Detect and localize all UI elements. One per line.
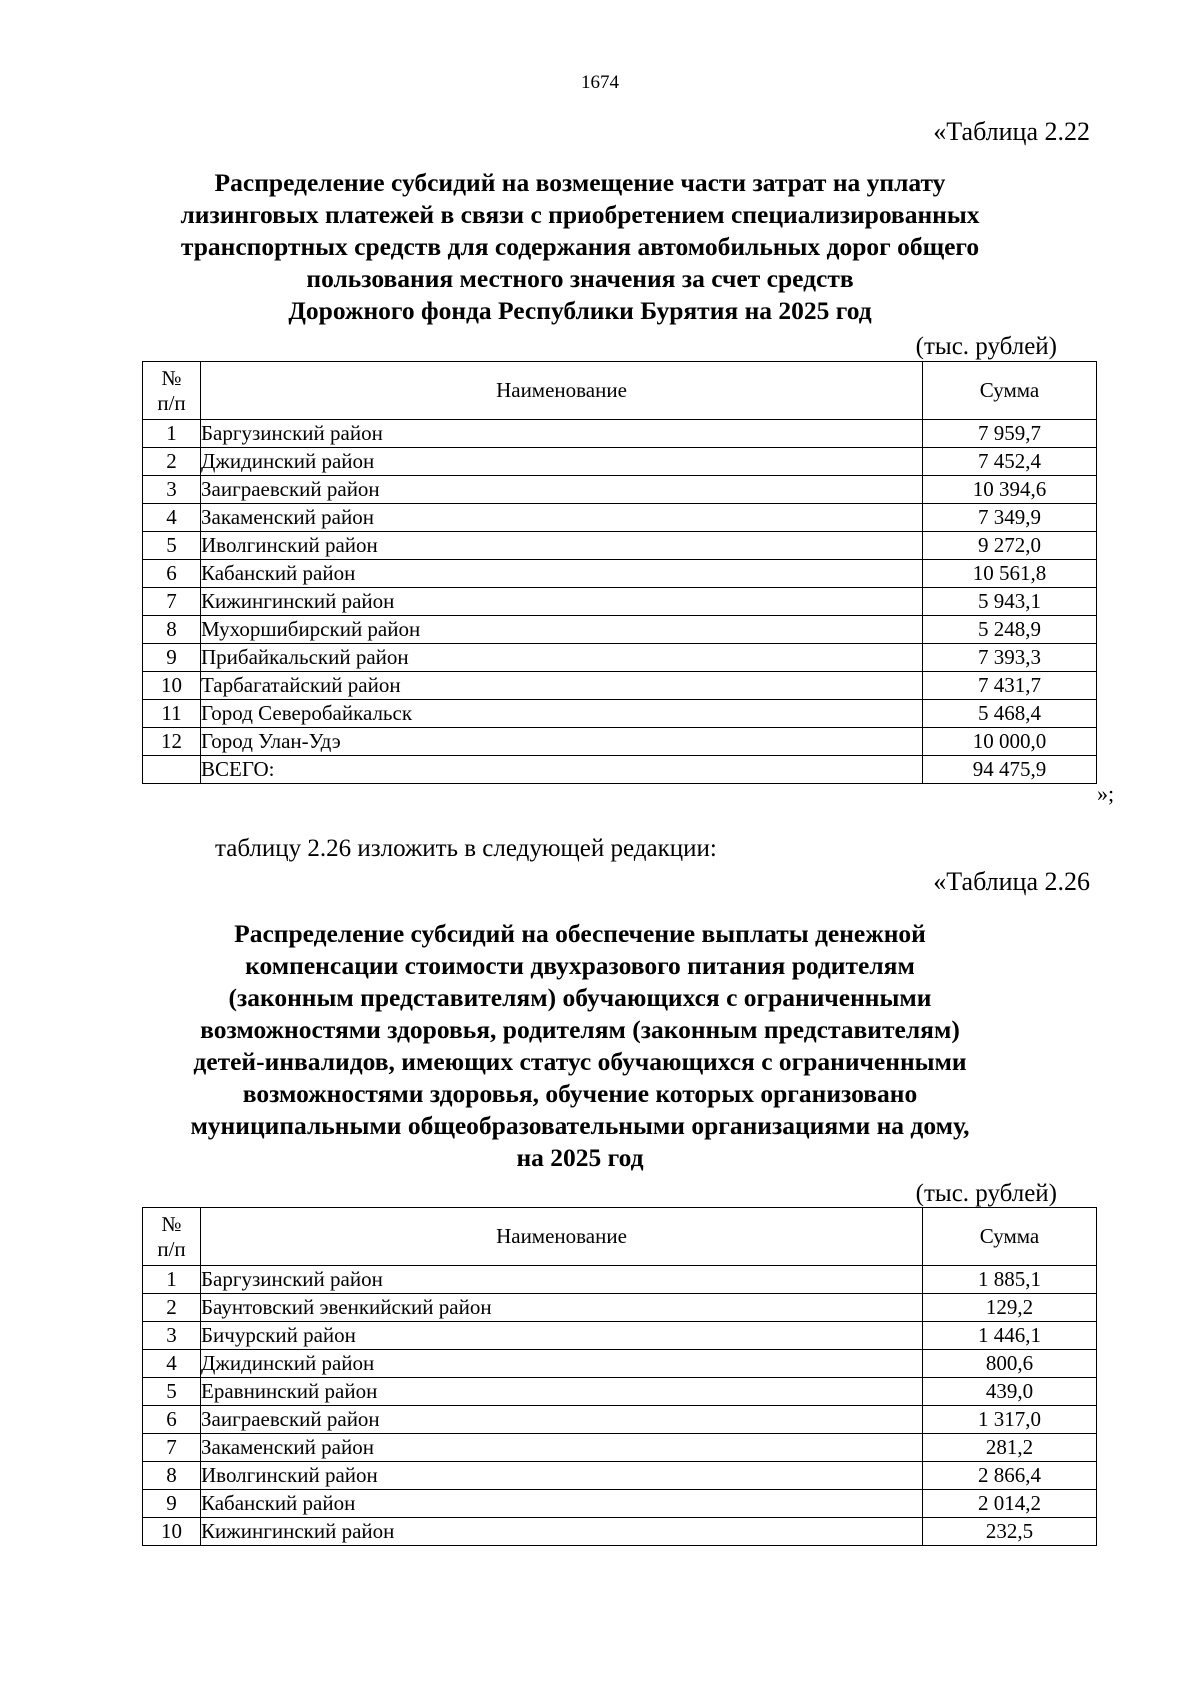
row-number: 8 — [143, 1462, 201, 1490]
title-line: на 2025 год — [516, 1143, 644, 1172]
row-number: 3 — [143, 1322, 201, 1350]
table-row — [143, 448, 1097, 476]
row-number: 5 — [143, 1378, 201, 1406]
row-number: 3 — [143, 476, 201, 504]
table-row — [143, 1266, 1097, 1294]
total-row — [143, 756, 1097, 784]
row-sum: 7 393,3 — [923, 644, 1097, 672]
row-number: 8 — [143, 616, 201, 644]
row-number: 6 — [143, 560, 201, 588]
page-number: 1674 — [581, 72, 619, 93]
row-name: Джидинский район — [201, 448, 923, 476]
table-row — [143, 616, 1097, 644]
row-sum: 281,2 — [923, 1434, 1097, 1462]
row-name: Тарбагатайский район — [201, 672, 923, 700]
row-name: Баргузинский район — [201, 1266, 923, 1294]
row-number: 4 — [143, 1350, 201, 1378]
table-header-row — [143, 362, 1097, 420]
row-sum: 1 317,0 — [923, 1406, 1097, 1434]
row-number: 2 — [143, 1294, 201, 1322]
title-line: Распределение субсидий на возмещение части затрат на уплату — [214, 168, 946, 197]
row-sum: 2 014,2 — [923, 1490, 1097, 1518]
row-sum: 5 248,9 — [923, 616, 1097, 644]
table-2-22-units: (тыс. рублей) — [915, 333, 1057, 360]
row-sum: 10 000,0 — [923, 728, 1097, 756]
table-row — [143, 532, 1097, 560]
title-line: транспортных средств для содержания автомобильных дорог общего — [180, 232, 980, 261]
header-sum: Сумма — [923, 1208, 1097, 1266]
row-sum: 1 446,1 — [923, 1322, 1097, 1350]
row-number: 4 — [143, 504, 201, 532]
row-name: Баунтовский эвенкийский район — [201, 1294, 923, 1322]
table-row — [143, 560, 1097, 588]
row-number: 6 — [143, 1406, 201, 1434]
row-number: 7 — [143, 588, 201, 616]
header-name: Наименование — [201, 362, 923, 420]
row-name: Джидинский район — [201, 1350, 923, 1378]
title-line: возможностями здоровья, обучение которых организовано — [242, 1079, 918, 1108]
table-row — [143, 644, 1097, 672]
row-number: 10 — [143, 1518, 201, 1546]
row-number: 7 — [143, 1434, 201, 1462]
table-row — [143, 672, 1097, 700]
instruction-paragraph: таблицу 2.26 изложить в следующей редакции: — [215, 835, 717, 862]
table-row — [143, 588, 1097, 616]
table-row — [143, 1518, 1097, 1546]
title-line: компенсации стоимости двухразового питания родителям — [245, 951, 915, 980]
row-name: Закаменский район — [201, 1434, 923, 1462]
title-line: пользования местного значения за счет средств — [306, 264, 854, 293]
row-sum: 129,2 — [923, 1294, 1097, 1322]
title-line: лизинговых платежей в связи с приобретением специализированных — [180, 200, 980, 229]
header-sum: Сумма — [923, 362, 1097, 420]
row-number: 12 — [143, 728, 201, 756]
row-sum: 232,5 — [923, 1518, 1097, 1546]
table-2-22 — [142, 361, 1097, 784]
row-sum: 2 866,4 — [923, 1462, 1097, 1490]
row-name: Мухоршибирский район — [201, 616, 923, 644]
header-number-symbol: № — [161, 365, 182, 390]
title-line: Распределение субсидий на обеспечение выплаты денежной — [234, 919, 926, 948]
total-number — [143, 756, 201, 784]
table-row — [143, 1406, 1097, 1434]
row-number: 1 — [143, 1266, 201, 1294]
total-sum: 94 475,9 — [923, 756, 1097, 784]
row-name: Кижингинский район — [201, 588, 923, 616]
table-row — [143, 1462, 1097, 1490]
row-number: 9 — [143, 1490, 201, 1518]
table-row — [143, 728, 1097, 756]
table-2-26-units: (тыс. рублей) — [915, 1180, 1057, 1207]
table-row — [143, 1434, 1097, 1462]
title-line: возможностями здоровья, родителям (законным представителям) — [200, 1015, 960, 1044]
title-line: Дорожного фонда Республики Бурятия на 2025 год — [288, 296, 872, 325]
table-2-26-title — [130, 918, 1030, 1174]
row-name: Заиграевский район — [201, 1406, 923, 1434]
header-number — [143, 362, 201, 420]
table-row — [143, 1490, 1097, 1518]
row-number: 1 — [143, 420, 201, 448]
table-2-22-closing-mark: »; — [1097, 781, 1115, 806]
row-sum: 7 431,7 — [923, 672, 1097, 700]
row-sum: 1 885,1 — [923, 1266, 1097, 1294]
row-sum: 5 943,1 — [923, 588, 1097, 616]
row-name: Иволгинский район — [201, 1462, 923, 1490]
header-number-symbol: № — [161, 1211, 182, 1236]
row-name: Город Северобайкальск — [201, 700, 923, 728]
row-sum: 7 349,9 — [923, 504, 1097, 532]
row-name: Кижингинский район — [201, 1518, 923, 1546]
row-name: Иволгинский район — [201, 532, 923, 560]
row-name: Город Улан-Удэ — [201, 728, 923, 756]
row-number: 2 — [143, 448, 201, 476]
table-row — [143, 504, 1097, 532]
row-number: 11 — [143, 700, 201, 728]
row-number: 5 — [143, 532, 201, 560]
row-name: Прибайкальский район — [201, 644, 923, 672]
table-row — [143, 1350, 1097, 1378]
row-name: Кабанский район — [201, 1490, 923, 1518]
row-name: Кабанский район — [201, 560, 923, 588]
title-line: муниципальными общеобразовательными организациями на дому, — [190, 1111, 970, 1140]
table-row — [143, 700, 1097, 728]
total-label: ВСЕГО: — [201, 756, 923, 784]
row-name: Еравнинский район — [201, 1378, 923, 1406]
row-sum: 10 394,6 — [923, 476, 1097, 504]
row-sum: 7 959,7 — [923, 420, 1097, 448]
header-number-abbr: п/п — [157, 390, 186, 415]
table-2-22-label: «Таблица 2.22 — [933, 117, 1090, 146]
row-sum: 800,6 — [923, 1350, 1097, 1378]
row-number: 10 — [143, 672, 201, 700]
table-row — [143, 476, 1097, 504]
row-sum: 10 561,8 — [923, 560, 1097, 588]
table-2-22-title — [130, 167, 1030, 327]
header-number — [143, 1208, 201, 1266]
row-name: Бичурский район — [201, 1322, 923, 1350]
row-sum: 5 468,4 — [923, 700, 1097, 728]
table-2-26 — [142, 1207, 1097, 1546]
table-row — [143, 420, 1097, 448]
header-number-abbr: п/п — [157, 1236, 186, 1261]
header-name: Наименование — [201, 1208, 923, 1266]
table-row — [143, 1322, 1097, 1350]
table-2-26-label: «Таблица 2.26 — [933, 867, 1090, 896]
table-header-row — [143, 1208, 1097, 1266]
row-name: Заиграевский район — [201, 476, 923, 504]
row-number: 9 — [143, 644, 201, 672]
row-name: Закаменский район — [201, 504, 923, 532]
table-row — [143, 1294, 1097, 1322]
row-sum: 9 272,0 — [923, 532, 1097, 560]
row-sum: 7 452,4 — [923, 448, 1097, 476]
row-sum: 439,0 — [923, 1378, 1097, 1406]
title-line: (законным представителям) обучающихся с ограниченными — [228, 983, 932, 1012]
row-name: Баргузинский район — [201, 420, 923, 448]
title-line: детей-инвалидов, имеющих статус обучающихся с ограниченными — [193, 1047, 967, 1076]
table-row — [143, 1378, 1097, 1406]
